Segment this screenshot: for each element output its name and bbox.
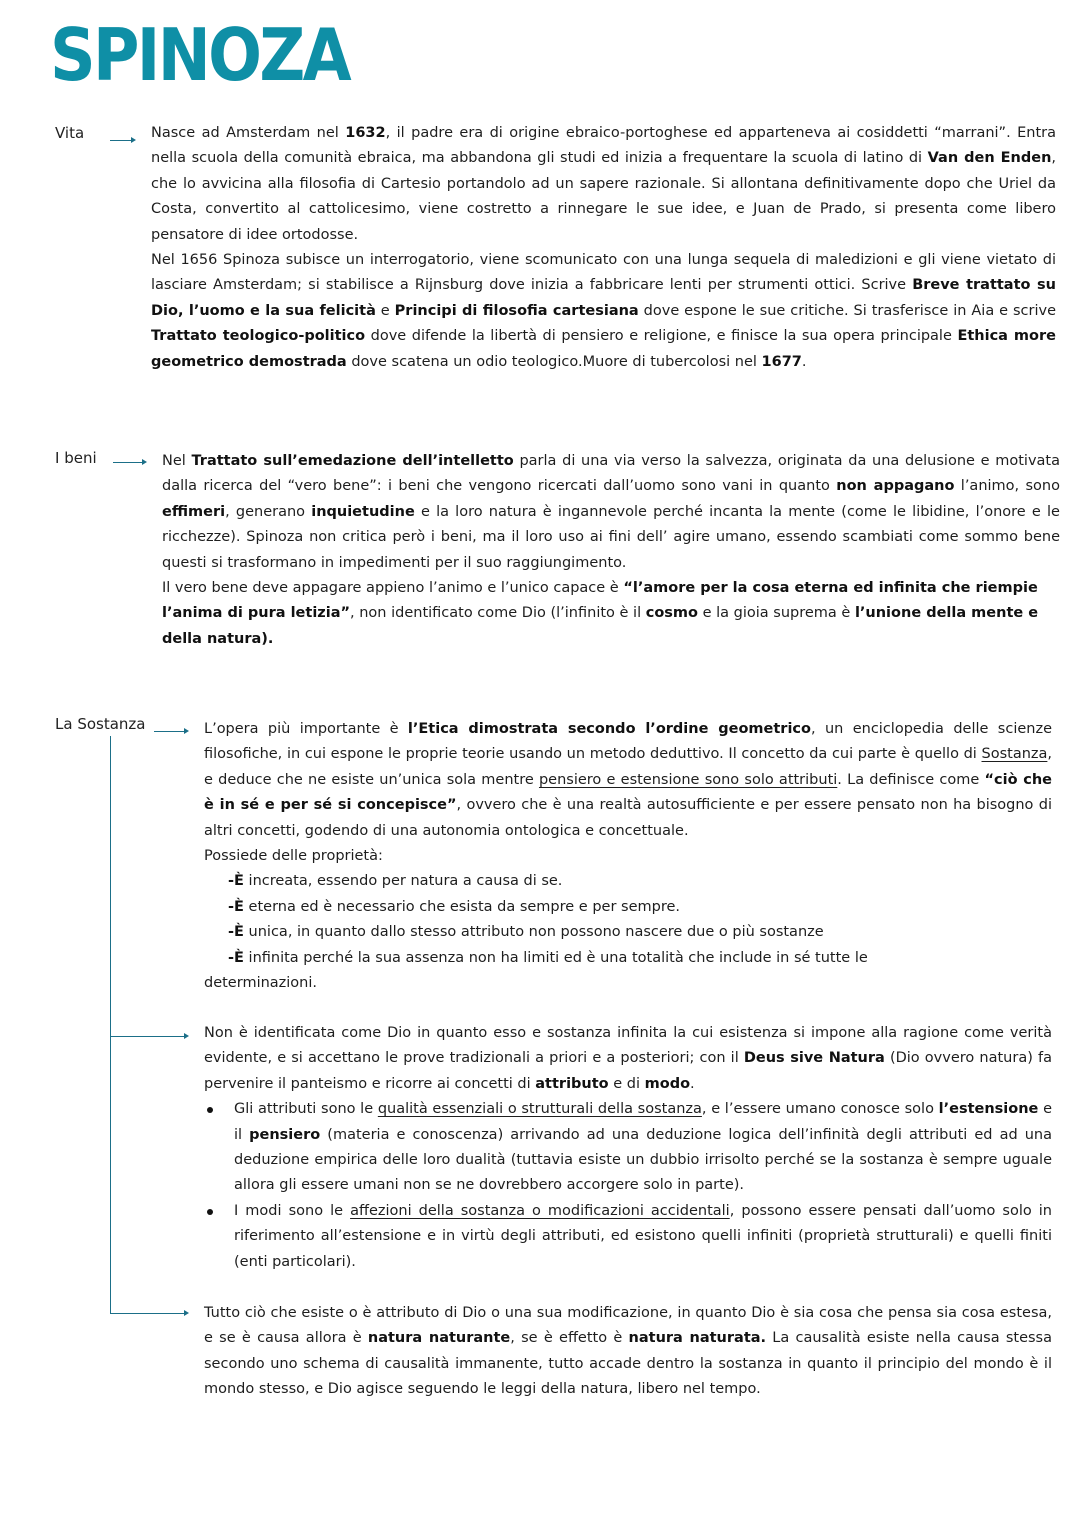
vita-paragraph-1: Nasce ad Amsterdam nel 1632, il padre era di origine ebraico-portoghese ed apparteneva ai cosiddetti “marrani”. Entra nella scuola della comunità ebraica, ma abbandona gli studi ed inizia a frequentare la scuola di latino di Van den Enden, che lo avvicina alla filosofia di Cartesio portandolo ad un sapere razionale. Si allontana definitivamente dopo che Uriel da Costa, convertito al cattolicesimo, viene costretto a rinnegare le sue idee, e Juan de Prado, si presenta come libero pensatore di idee ortodosse. — [151, 125, 1057, 243]
section-sostanza-body-3 — [204, 1301, 1052, 1403]
bracket-line — [110, 736, 111, 1314]
property-item: -È infinita perché la sua assenza non ha limiti ed è una totalità che include in sé tutte le — [228, 949, 868, 966]
vita-paragraph-2: Nel 1656 Spinoza subisce un interrogatorio, viene scomunicato con una lunga sequela di maledizioni e gli viene vietato di lasciare Amsterdam; si stabilisce a Rijnsburg dove inizia a fabbricare lenti per strumenti ottici. Scrive Breve trattato su Dio, l’uomo e la sua felicità e Principi di filosofia cartesiana dove espone le sue critiche. Si trasferisce in Aia e scrive Trattato teologico-politico dove difende la libertà di pensiero e religione, e finisce la sua opera principale Ethica more geometrico demostrada dove scatena un odio teologico.Muore di tubercolosi nel 1677. — [151, 252, 1057, 370]
arrow-connector — [113, 462, 143, 463]
property-item: -È unica, in quanto dallo stesso attributo non possono nascere due o più sostanze — [228, 924, 824, 941]
list-item-attributi: Gli attributi sono le qualità essenziali o strutturali della sostanza, e l’essere umano conosce solo l’estensione e il pensiero (materia e conoscenza) arrivando ad una deduzione logica dell’infinità degli attributi ed ad una deduzione empirica delle loro dualità (tuttavia esiste un dubbio irrisolto perché se la sostanza è sempre uguale allora gli essere umani non se ne dovrebbero accorgere solo in parte). — [204, 1097, 1052, 1199]
section-sostanza-body-1 — [204, 717, 1052, 996]
sostanza-props-tail: determinazioni. — [204, 975, 318, 992]
attributes-modes-list — [204, 1097, 1052, 1275]
arrow-connector — [154, 731, 185, 732]
beni-paragraph-2: Il vero bene deve appagare appieno l’animo e l’unico capace è “l’amore per la cosa eterna ed infinita che riempie l’anima di pura letizia”, non identificato come Dio (l’infinito è il cosmo e la gioia suprema è l’unione della mente e della natura). — [162, 580, 1039, 647]
sostanza-paragraph-1: L’opera più importante è l’Etica dimostrata secondo l’ordine geometrico, un enciclopedia delle scienze filosofiche, in cui espone le proprie teorie usando un metodo deduttivo. Il concetto da cui parte è quello di Sostanza, e deduce che ne esiste un’unica sola mentre pensiero e estensione sono solo attributi. La definisce come “ciò che è in sé e per sé si concepisce”, ovvero che è una realtà autosufficiente e per essere pensato non ha bisogno di altri concetti, godendo di una autonomia ontologica e concettuale. — [204, 721, 1052, 839]
page-title: SPINOZA — [50, 13, 350, 97]
section-label-sostanza: La Sostanza — [55, 715, 146, 733]
section-label-beni: I beni — [55, 449, 97, 467]
section-sostanza-body-2 — [204, 1021, 1052, 1275]
beni-paragraph-1: Nel Trattato sull’emedazione dell’intelletto parla di una via verso la salvezza, originata da una delusione e motivata dalla ricerca del “vero bene”: i beni che vengono ricercati dall’uomo sono vani in quanto non appagano l’animo, sono effimeri, generano inquietudine e la loro natura è ingannevole perché incanta la mente (come le libidine, l’onore e le ricchezze). Spinoza non critica però i beni, ma il loro uso ai fini dell’ agire umano, essendo scambiati come sommo bene questi si trasformano in impedimenti per il suo raggiungimento. — [162, 453, 1060, 571]
arrow-connector — [110, 140, 132, 141]
sostanza-paragraph-3: Tutto ciò che esiste o è attributo di Dio o una sua modificazione, in quanto Dio è sia cosa che pensa sia cosa estesa, e se è causa allora è natura naturante, se è effetto è natura naturata. La causalità esiste nella causa stessa secondo uno schema di causalità immanente, tutto accade dentro la sostanza in quanto il principio del mondo è il mondo stesso, e Dio agisce seguendo le leggi della natura, libero nel tempo. — [204, 1305, 1052, 1398]
property-item: -È increata, essendo per natura a causa di se. — [228, 873, 563, 890]
arrow-connector — [110, 1313, 185, 1314]
section-label-vita: Vita — [55, 124, 85, 142]
section-vita-body — [151, 121, 1056, 375]
property-item: -È eterna ed è necessario che esista da sempre e per sempre. — [228, 898, 681, 915]
sostanza-props-intro: Possiede delle proprietà: — [204, 848, 383, 865]
sostanza-paragraph-2: Non è identificata come Dio in quanto esso e sostanza infinita la cui esistenza si impone alla ragione come verità evidente, e si accettano le prove tradizionali a priori e a posteriori; con il Deus sive Natura (Dio ovvero natura) fa pervenire il panteismo e ricorre ai concetti di attributo e di modo. — [204, 1025, 1052, 1092]
list-item-modi: I modi sono le affezioni della sostanza o modificazioni accidentali, possono essere pensati dall’uomo solo in riferimento all’estensione e in virtù degli attributi, ed esistono quelli infiniti (proprietà strutturali) e quelli finiti (enti particolari). — [204, 1199, 1052, 1275]
section-beni-body — [162, 449, 1060, 652]
arrow-connector — [110, 1036, 185, 1037]
